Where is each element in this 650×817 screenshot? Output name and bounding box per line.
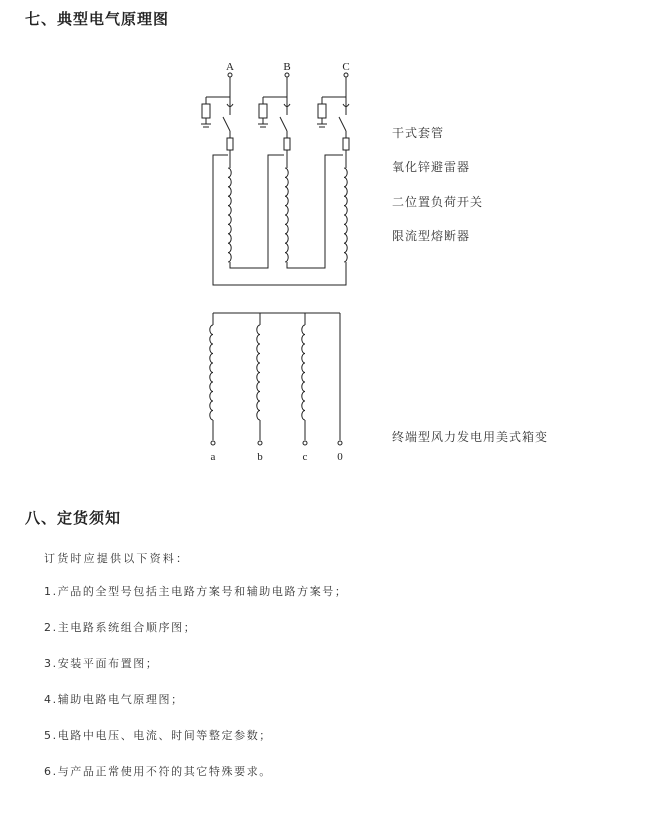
legend-zno-arrester: 氧化锌避雷器	[392, 160, 471, 174]
load-switch-icon	[339, 117, 346, 131]
secondary-label: c	[302, 451, 308, 463]
requirement-item: 1.产品的全型号包括主电路方案号和辅助电路方案号；	[44, 585, 348, 598]
fuse-icon	[284, 138, 290, 150]
requirement-item: 4.辅助电路电气原理图；	[44, 693, 184, 706]
secondary-coil	[302, 325, 305, 420]
section8-title: 八、定货须知	[25, 509, 122, 527]
load-switch-icon	[280, 117, 287, 131]
secondary-terminal-0	[338, 313, 342, 445]
primary-phase-a	[201, 73, 233, 262]
section7-title: 七、典型电气原理图	[25, 10, 170, 28]
phase-label: B	[283, 61, 291, 73]
terminal-icon	[285, 73, 289, 77]
terminal-icon	[258, 441, 262, 445]
arrester-icon	[259, 104, 267, 118]
order-requirements-list	[44, 585, 604, 801]
secondary-terminal-c	[302, 313, 307, 445]
secondary-coil	[210, 325, 213, 420]
order-intro: 订货时应提供以下资料：	[44, 552, 190, 565]
terminal-icon	[228, 73, 232, 77]
delta-connection	[213, 155, 346, 285]
secondary-label: b	[257, 451, 263, 463]
legend-load-switch: 二位置负荷开关	[392, 195, 484, 209]
terminal-icon	[211, 441, 215, 445]
arrester-icon	[202, 104, 210, 118]
phase-label: A	[226, 61, 234, 73]
phase-label: C	[342, 61, 350, 73]
load-switch-icon	[223, 117, 230, 131]
delta-connection	[287, 155, 343, 268]
diagram-caption: 终端型风力发电用美式箱变	[392, 430, 549, 444]
legend-dry-bushing: 干式套管	[392, 126, 445, 140]
primary-coil	[344, 168, 347, 262]
primary-phase-b	[258, 73, 290, 262]
legend-fuse: 限流型熔断器	[392, 229, 471, 243]
terminal-icon	[338, 441, 342, 445]
terminal-icon	[303, 441, 307, 445]
arrester-icon	[318, 104, 326, 118]
requirement-item: 6.与产品正常使用不符的其它特殊要求。	[44, 765, 272, 778]
fuse-icon	[343, 138, 349, 150]
delta-connection	[230, 155, 284, 268]
secondary-terminal-a	[210, 313, 215, 445]
requirement-item: 2.主电路系统组合顺序图；	[44, 621, 197, 634]
secondary-label: 0	[337, 451, 343, 463]
primary-coil	[285, 168, 288, 262]
requirement-item: 5.电路中电压、电流、时间等整定参数；	[44, 729, 272, 742]
requirement-item: 3.安装平面布置图；	[44, 657, 159, 670]
fuse-icon	[227, 138, 233, 150]
primary-phase-c	[317, 73, 349, 262]
primary-coil	[228, 168, 231, 262]
terminal-icon	[344, 73, 348, 77]
secondary-terminal-b	[257, 313, 262, 445]
secondary-coil	[257, 325, 260, 420]
secondary-label: a	[210, 451, 216, 463]
